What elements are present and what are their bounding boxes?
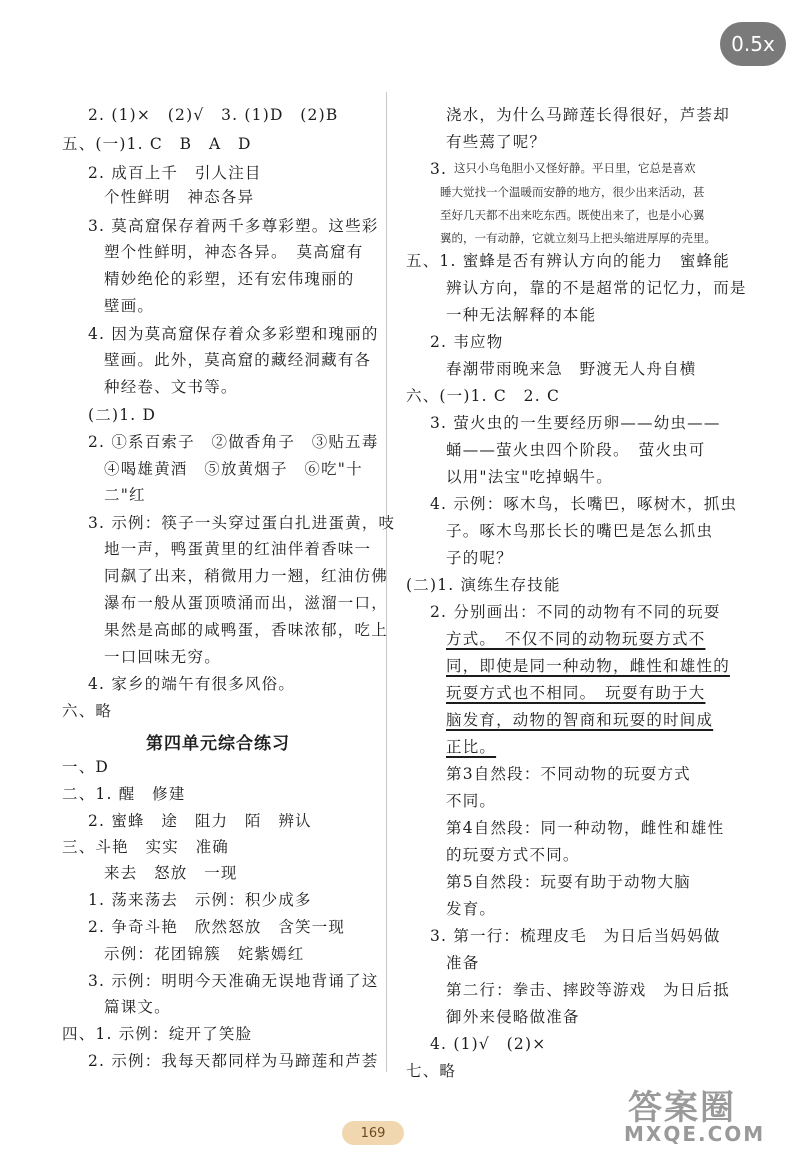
answer-line: 辨认方向，靠的不是超常的记忆力，而是 (446, 279, 747, 297)
handwritten-line: 至好几天都不出来吃东西。既使出来了，也是小心翼 (440, 208, 705, 222)
answer-line: 来去 怒放 一现 (104, 864, 238, 882)
answer-line: 御外来侵略做准备 (446, 1008, 580, 1026)
answer-line: 2. 争奇斗艳 欣然怒放 含笑一现 (88, 918, 346, 936)
answer-line: 2. ①系百索子 ②做香角子 ③贴五毒 (88, 433, 379, 451)
zoom-badge[interactable]: 0.5x (720, 22, 786, 66)
answer-line: 2. 蜜蜂 途 阻力 陌 辨认 (88, 812, 312, 830)
answer-line: 不同。 (446, 792, 497, 810)
answer-line: 2. (1)× (2)√ 3. (1)D (2)B (88, 106, 339, 124)
underlined-line: 脑发育，动物的智商和玩耍的时间成 (446, 711, 714, 729)
underlined-line: 玩耍方式也不相同。 玩耍有助于大 (446, 684, 706, 702)
answer-line: 二、1. 醒 修建 (62, 785, 186, 803)
answer-line: 一、D (62, 758, 110, 776)
answer-line: 3. 第一行：梳理皮毛 为日后当妈妈做 (430, 927, 721, 945)
handwritten-line: 这只小乌龟胆小又怪好静。平日里，它总是喜欢 (454, 161, 696, 175)
handwritten-line: 睡大觉找一个温暖而安静的地方，很少出来活动，甚 (440, 185, 705, 199)
answer-line: 春潮带雨晚来急 野渡无人舟自横 (446, 360, 697, 378)
underlined-line: 正比。 (446, 738, 497, 756)
answer-line: 浇水，为什么马蹄莲长得很好，芦荟却 (446, 106, 730, 124)
answer-line: 的玩耍方式不同。 (446, 846, 580, 864)
answer-line: (二)1. 演练生存技能 (406, 576, 561, 594)
answer-line: 六、略 (62, 702, 113, 720)
answer-line: 示例：花团锦簇 姹紫嫣红 (104, 945, 305, 963)
answer-line: 第二行：拳击、摔跤等游戏 为日后抵 (446, 981, 730, 999)
answer-line: 篇课文。 (104, 998, 171, 1016)
answer-line: 3. 萤火虫的一生要经历卵——幼虫—— (430, 414, 721, 432)
answer-line: 果然是高邮的咸鸭蛋，香味浓郁，吃上 (104, 621, 388, 639)
answer-line: 4. (1)√ (2)× (430, 1035, 547, 1053)
answer-line: 准备 (446, 954, 480, 972)
underlined-line: 同，即使是同一种动物，雌性和雄性的 (446, 657, 730, 675)
answer-line: ④喝雄黄酒 ⑤放黄烟子 ⑥吃"十 (104, 460, 363, 478)
handwritten-line: 翼的，一有动静，它就立刻马上把头缩进厚厚的壳里。 (440, 231, 716, 245)
watermark-site: MXQE.COM (624, 1122, 766, 1146)
answer-line: 2. 成百上千 引人注目 (88, 164, 262, 182)
answer-line: 子的呢？ (446, 549, 513, 567)
section-title: 第四单元综合练习 (146, 734, 290, 754)
answer-line: 以用"法宝"吃掉蜗牛。 (446, 468, 613, 486)
answer-line: 壁画。此外，莫高窟的藏经洞藏有各 (104, 351, 372, 369)
answer-line: 2. 韦应物 (430, 333, 504, 351)
answer-line: 精妙绝伦的彩塑，还有宏伟瑰丽的 (104, 270, 355, 288)
answer-line: 2. 示例：我每天都同样为马蹄莲和芦荟 (88, 1052, 379, 1070)
answer-line: 发育。 (446, 900, 497, 918)
watermark-brand: 答案圈 (628, 1088, 736, 1128)
answer-line: 瀑布一般从蛋顶喷涌而出，滋溜一口， (104, 594, 388, 612)
answer-line: 蛹——萤火虫四个阶段。 萤火虫可 (446, 441, 706, 459)
answer-line: 4. 因为莫高窟保存着众多彩塑和瑰丽的 (88, 325, 379, 343)
underlined-line: 方式。 不仅不同的动物玩耍方式不 (446, 630, 706, 648)
answer-line: 六、(一)1. C 2. C (406, 387, 561, 405)
question-number: 3. (430, 160, 448, 178)
answer-line: 同飙了出来，稍微用力一翘，红油仿佛 (104, 567, 388, 585)
answer-line: 个性鲜明 神态各异 (104, 188, 255, 206)
answer-line: 1. 荡来荡去 示例：积少成多 (88, 891, 312, 909)
answer-line: 3. 莫高窟保存着两千多尊彩塑。这些彩 (88, 217, 379, 235)
answer-line: 五、1. 蜜蜂是否有辨认方向的能力 蜜蜂能 (406, 252, 730, 270)
answer-line: 一口回味无穷。 (104, 648, 221, 666)
answer-line: 3. 示例：明明今天准确无误地背诵了这 (88, 972, 379, 990)
answer-line: 二"红 (104, 486, 146, 504)
answer-line: 七、略 (406, 1062, 457, 1080)
answer-line: 三、斗艳 实实 准确 (62, 838, 230, 856)
answer-line: 四、1. 示例：绽开了笑脸 (62, 1025, 253, 1043)
answer-line: 2. 分别画出：不同的动物有不同的玩耍 (430, 603, 721, 621)
answer-line: 4. 家乡的端午有很多风俗。 (88, 675, 296, 693)
answer-line: 一种无法解释的本能 (446, 306, 597, 324)
answer-line: 塑个性鲜明，神态各异。 莫高窟有 (104, 243, 364, 261)
page-number: 169 (342, 1121, 404, 1145)
answer-line: 壁画。 (104, 297, 155, 315)
answer-line: (二)1. D (88, 406, 157, 424)
answer-line: 种经卷、文书等。 (104, 378, 238, 396)
answer-line: 第4自然段：同一种动物，雌性和雄性 (446, 819, 725, 837)
answer-line: 4. 示例：啄木鸟，长嘴巴，啄树木，抓虫 (430, 495, 738, 513)
answer-line: 五、(一)1. C B A D (62, 135, 252, 153)
answer-line: 地一声，鸭蛋黄里的红油伴着香味一 (104, 540, 372, 558)
answer-line: 第3自然段：不同动物的玩耍方式 (446, 765, 691, 783)
answer-line: 有些蔫了呢？ (446, 133, 547, 151)
answer-line: 第5自然段：玩耍有助于动物大脑 (446, 873, 691, 891)
answer-line: 3. 示例：筷子一头穿过蛋白扎进蛋黄，吱 (88, 514, 396, 532)
answer-line: 子。啄木鸟那长长的嘴巴是怎么抓虫 (446, 522, 714, 540)
